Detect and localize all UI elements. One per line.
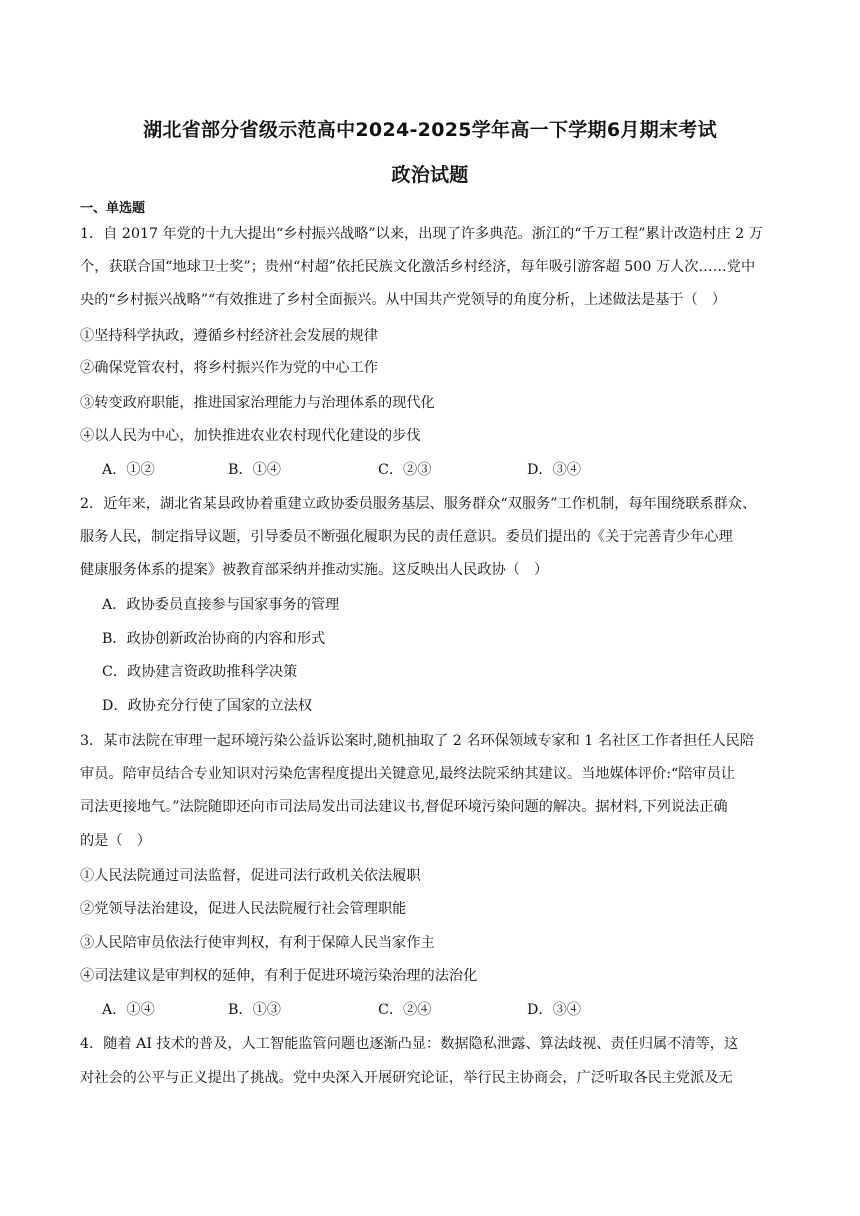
statement: ②党领导法治建设，促进人民法院履行社会管理职能 (80, 901, 407, 917)
question-text-line: 央的“乡村振兴战略”“有效推进了乡村全面振兴。从中国共产党领导的角度分析，上述做法是基于（ ） (80, 292, 727, 308)
question-text-line: 的是（ ） (80, 833, 151, 849)
option-d[interactable]: D．政协充分行使了国家的立法权 (102, 698, 313, 714)
option-d[interactable]: D．③④ (527, 1002, 581, 1018)
question-text-line: 服务人民，制定指导议题，引导委员不断强化履职为民的责任意识。委员们提出的《关于完善青少年心理 (80, 529, 733, 545)
statement: ④司法建议是审判权的延伸，有利于促进环境污染治理的法治化 (80, 968, 478, 984)
option-a[interactable]: A．①④ (102, 1002, 155, 1018)
question-text-line: 审员。陪审员结合专业知识对污染危害程度提出关键意见,最终法院采纳其建议。当地媒体评价:“陪审员让 (80, 766, 735, 782)
statement: ③转变政府职能，推进国家治理能力与治理体系的现代化 (80, 395, 435, 411)
option-b[interactable]: B．①③ (228, 1002, 281, 1018)
option-b[interactable]: B．政协创新政治协商的内容和形式 (102, 631, 326, 647)
option-c[interactable]: C．②④ (378, 1002, 432, 1018)
option-a[interactable]: A．政协委员直接参与国家事务的管理 (102, 597, 340, 613)
options-row (0, 460, 860, 480)
option-d[interactable]: D．③④ (527, 462, 581, 478)
question-text-line: 对社会的公平与正义提出了挑战。党中央深入开展研究论证，举行民主协商会，广泛听取各民主党派及无 (80, 1070, 733, 1086)
exam-title: 湖北省部分省级示范高中2024-2025学年高一下学期6月期末考试 (143, 119, 717, 141)
question-text-line: 4．随着 AI 技术的普及，人工智能监管问题也逐渐凸显：数据隐私泄露、算法歧视、责任归属不清等，这 (80, 1036, 739, 1052)
statement: ①坚持科学执政，遵循乡村经济社会发展的规律 (80, 328, 378, 344)
statement: ③人民陪审员依法行使审判权，有利于保障人民当家作主 (80, 935, 435, 951)
question-text-line: 2．近年来，湖北省某县政协着重建立政协委员服务基层、服务群众“双服务”工作机制，每年围绕联系群众、 (80, 496, 757, 512)
option-c[interactable]: C．政协建言资政助推科学决策 (102, 664, 298, 680)
question-text-line: 健康服务体系的提案》被教育部采纳并推动实施。这反映出人民政协（ ） (80, 562, 549, 578)
question-text-line: 个，获联合国“地球卫士奖”；贵州“村超”依托民族文化激活乡村经济，每年吸引游客超 500 万人次……党中 (80, 259, 756, 275)
statement: ①人民法院通过司法监督，促进司法行政机关依法履职 (80, 868, 421, 884)
statement: ②确保党管农村，将乡村振兴作为党的中心工作 (80, 360, 378, 376)
question-text-line: 1．自 2017 年党的十九大提出“乡村振兴战略”以来，出现了许多典范。浙江的“千万工程”累计改造村庄 2 万 (80, 226, 763, 242)
option-c[interactable]: C．②③ (378, 462, 432, 478)
exam-subtitle: 政治试题 (391, 164, 469, 186)
question-text-line: 司法更接地气。”法院随即还向市司法局发出司法建议书,督促环境污染问题的解决。据材料,下列说法正确 (80, 799, 728, 815)
question-text-line: 3．某市法院在审理一起环境污染公益诉讼案时,随机抽取了 2 名环保领域专家和 1 名社区工作者担任人民陪 (80, 733, 754, 749)
options-row (0, 1000, 860, 1020)
statement: ④以人民为中心，加快推进农业农村现代化建设的步伐 (80, 428, 421, 444)
option-a[interactable]: A．①② (102, 462, 155, 478)
option-b[interactable]: B．①④ (228, 462, 281, 478)
section-heading: 一、单选题 (80, 201, 146, 216)
